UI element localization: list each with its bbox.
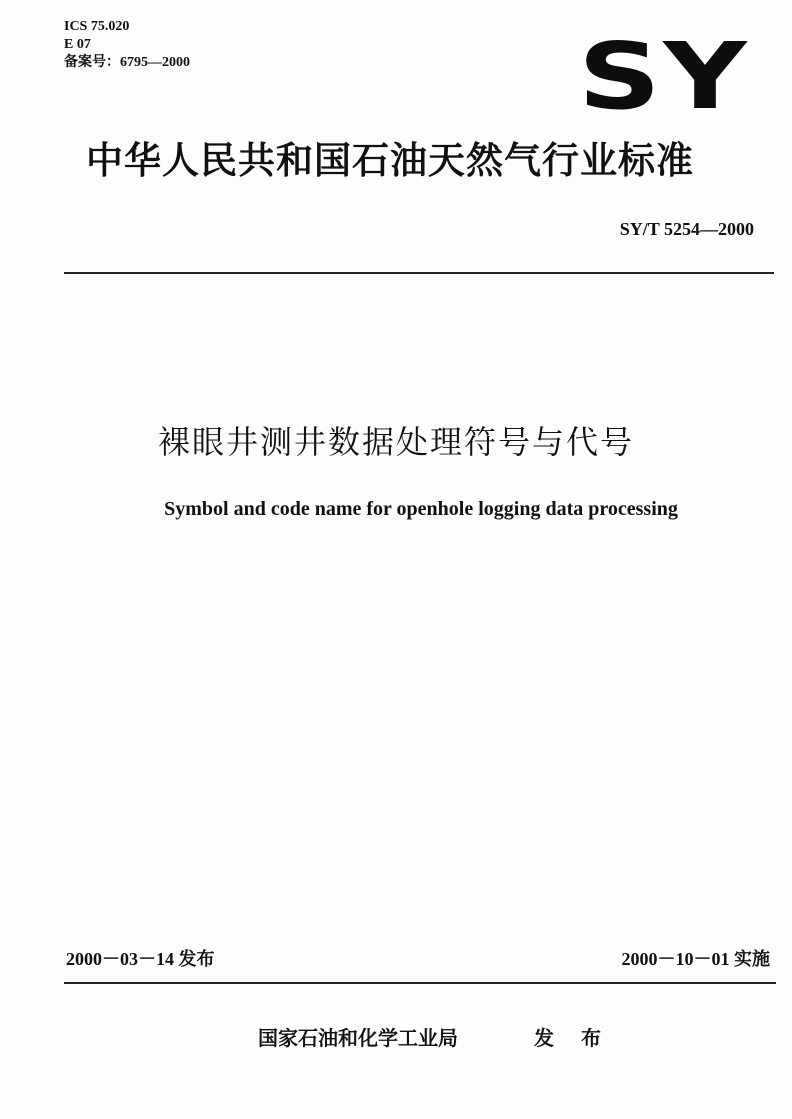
ics-code: ICS 75.020 <box>64 19 130 34</box>
implementation-date: 2000－10－01 实施 <box>621 949 770 969</box>
sy-logo: SY <box>578 23 750 130</box>
classification-block <box>64 18 190 72</box>
bottom-divider <box>64 982 776 984</box>
document-title-english: Symbol and code name for openhole logging data processing <box>164 498 678 520</box>
issue-date: 2000－03－14 发布 <box>66 949 215 969</box>
org-title: 中华人民共和国石油天然气行业标准 <box>86 139 694 182</box>
publisher-name: 国家石油和化学工业局 <box>258 1026 458 1050</box>
standard-number: SY/T 5254—2000 <box>619 219 754 239</box>
document-title-chinese: 裸眼井测井数据处理符号与代号 <box>157 423 634 461</box>
top-divider <box>64 272 774 274</box>
publish-label: 发 布 <box>534 1026 611 1050</box>
category-code: E 07 <box>64 37 91 52</box>
record-number: 备案号：6795—2000 <box>64 55 190 70</box>
